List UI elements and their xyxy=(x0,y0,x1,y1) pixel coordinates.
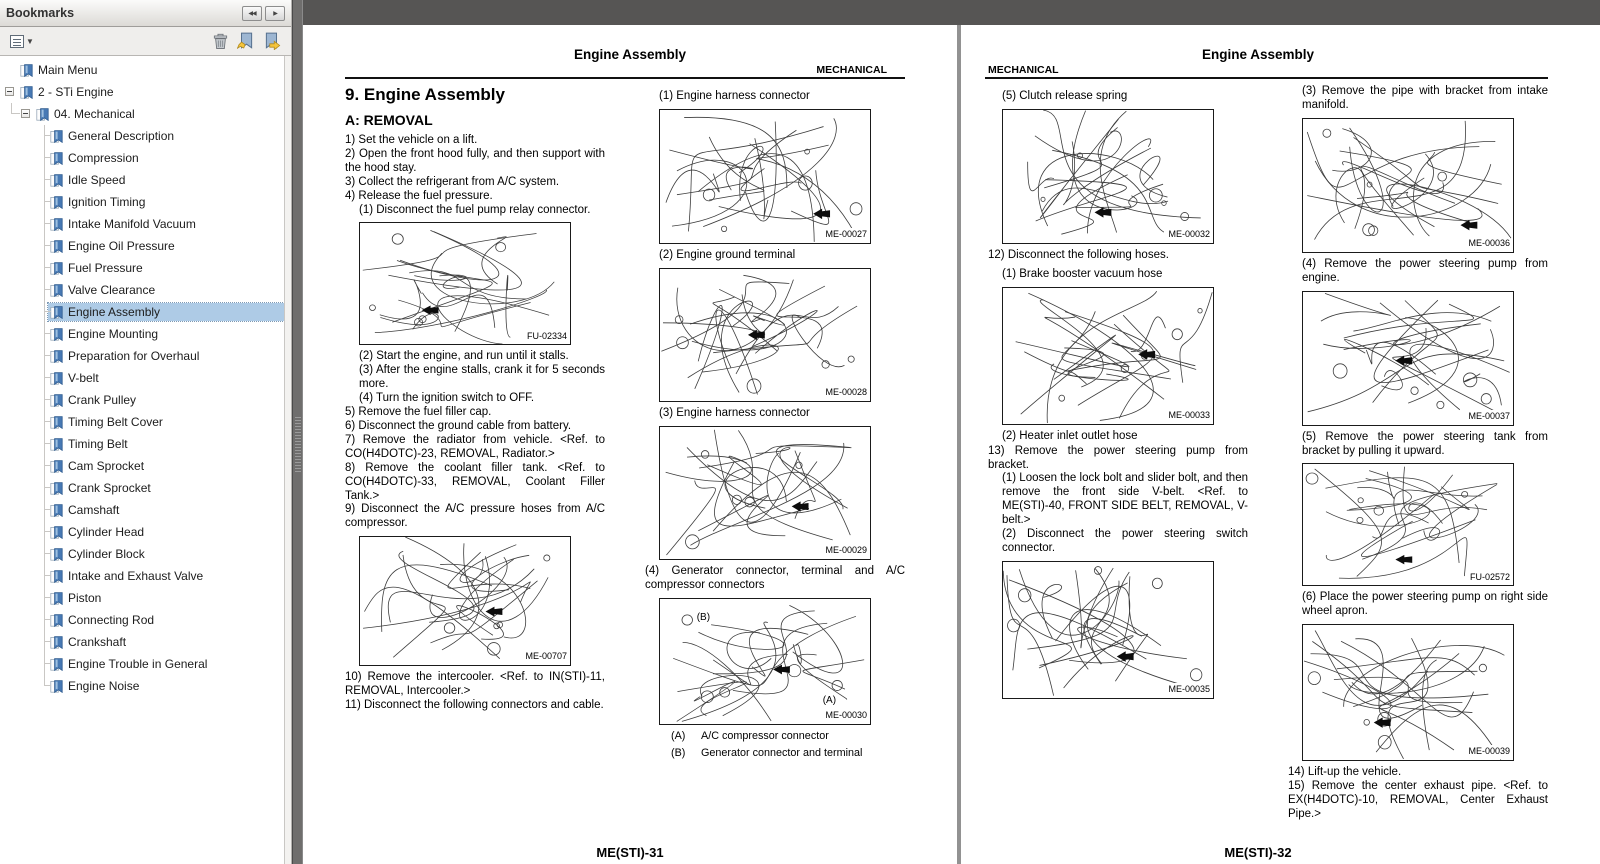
figure-line-art xyxy=(1003,562,1213,698)
delete-bookmark-button[interactable] xyxy=(208,30,233,52)
figure-part-label: (A) xyxy=(822,694,837,706)
figure-line-art xyxy=(1003,110,1213,243)
bookmark-item-general-description[interactable] xyxy=(0,125,284,147)
bookmark-label: Intake Manifold Vacuum xyxy=(68,217,196,231)
bookmark-icon xyxy=(50,218,63,231)
bookmark-icon xyxy=(50,394,63,407)
bookmark-icon xyxy=(20,64,33,77)
figure-line-art xyxy=(1003,288,1213,424)
substep-text: (3) Remove the pipe with bracket from intake manifold. xyxy=(1302,85,1548,111)
bookmarks-panel-header xyxy=(0,0,291,27)
figure-line-art xyxy=(1303,292,1513,425)
figure-line-art xyxy=(1303,119,1513,252)
step-text: 7) Remove the radiator from vehicle. <Ref. to CO(H4DOTC)-23, REMOVAL, Radiator.> xyxy=(345,433,605,460)
bookmark-icon xyxy=(50,460,63,473)
step-text: 4) Release the fuel pressure. xyxy=(345,189,493,202)
bookmark-icon xyxy=(36,108,49,121)
substep-text: (4) Remove the power steering pump from engine. xyxy=(1302,257,1548,284)
figure-code: FU-02572 xyxy=(1466,571,1510,585)
bookmark-icon xyxy=(50,504,63,517)
bookmark-item-preparation-for-overhaul[interactable] xyxy=(0,345,284,367)
bookmark-item-timing-belt[interactable] xyxy=(0,433,284,455)
figure-code: ME-00707 xyxy=(521,650,567,664)
page-right-column-2 xyxy=(1288,85,1548,822)
bookmark-label: V-belt xyxy=(68,371,99,385)
page-left xyxy=(303,25,957,864)
options-menu-button[interactable] xyxy=(6,30,38,52)
figure-legend-line: (A) A/C compressor connector xyxy=(671,729,829,742)
figure-caption: (2) Engine ground terminal xyxy=(659,248,796,261)
bookmark-label: Valve Clearance xyxy=(68,283,156,297)
collapse-panel-button[interactable]: ◀◀ xyxy=(242,6,262,21)
bookmark-item-engine-assembly[interactable] xyxy=(0,301,284,323)
figure-FU-02572 xyxy=(1302,463,1514,586)
bookmark-icon xyxy=(50,262,63,275)
page-section-label: MECHANICAL xyxy=(816,64,887,76)
add-bookmark-icon xyxy=(237,32,255,50)
figure-code: ME-00036 xyxy=(1464,237,1510,251)
page-right xyxy=(961,25,1600,864)
bookmark-label: Fuel Pressure xyxy=(68,261,143,275)
bookmark-icon xyxy=(50,658,63,671)
page-title: Engine Assembly xyxy=(573,47,687,62)
figure-code: FU-02334 xyxy=(523,330,567,344)
figure-caption: (5) Clutch release spring xyxy=(1002,90,1128,102)
bookmark-item-compression[interactable] xyxy=(0,147,284,169)
page-right-column-1 xyxy=(988,85,1248,704)
bookmark-label: Ignition Timing xyxy=(68,195,146,209)
step-text: 14) Lift-up the vehicle. xyxy=(1288,766,1402,779)
substep-text: (1) Disconnect the fuel pump relay connector. xyxy=(359,203,591,216)
chevron-down-icon: ▼ xyxy=(26,36,34,46)
bookmark-item-crank-pulley[interactable] xyxy=(0,389,284,411)
bookmark-icon xyxy=(50,328,63,341)
figure-line-art xyxy=(660,427,870,559)
bookmarks-scrollbar[interactable] xyxy=(284,56,291,864)
bookmark-label: General Description xyxy=(68,129,175,143)
subsection-heading: A: REMOVAL xyxy=(345,112,433,128)
bookmark-icon xyxy=(50,174,63,187)
bookmark-item-piston[interactable] xyxy=(0,587,284,609)
figure-legend-line: (B) Generator connector and terminal xyxy=(671,747,863,760)
figure-ME-00027 xyxy=(659,109,871,244)
bookmark-item-04-mechanical[interactable] xyxy=(0,103,284,125)
expand-panel-button[interactable]: ▶ xyxy=(265,6,285,21)
bookmark-icon xyxy=(50,592,63,605)
panel-splitter[interactable] xyxy=(292,0,303,864)
figure-line-art xyxy=(660,110,870,243)
figure-ME-00033 xyxy=(1002,287,1214,425)
step-text: 12) Disconnect the following hoses. xyxy=(988,248,1169,261)
bookmark-label: 04. Mechanical xyxy=(54,107,135,121)
bookmark-label: Engine Trouble in General xyxy=(68,657,208,671)
splitter-grip-icon[interactable] xyxy=(295,417,301,473)
step-text: 11) Disconnect the following connectors and cable. xyxy=(345,699,604,712)
bookmarks-panel xyxy=(0,0,292,864)
header-rule xyxy=(345,77,905,79)
bookmark-label: Preparation for Overhaul xyxy=(68,349,200,363)
figure-ME-00039 xyxy=(1302,624,1514,761)
substep-text: (6) Place the power steering pump on right side wheel apron. xyxy=(1302,591,1548,618)
figure-ME-00032 xyxy=(1002,109,1214,244)
bookmark-icon xyxy=(50,152,63,165)
bookmark-label: Cylinder Head xyxy=(68,525,145,539)
figure-code: ME-00029 xyxy=(821,544,867,558)
page-left-column-1 xyxy=(345,85,605,713)
bookmark-label: 2 - STi Engine xyxy=(38,85,114,99)
bookmark-icon xyxy=(50,284,63,297)
step-text: 9) Disconnect the A/C pressure hoses from A/C compressor. xyxy=(345,503,605,530)
bookmark-item-engine-mounting[interactable] xyxy=(0,323,284,345)
figure-code: ME-00037 xyxy=(1464,410,1510,424)
add-bookmark-button[interactable] xyxy=(233,30,259,52)
bookmark-item-cylinder-block[interactable] xyxy=(0,543,284,565)
bookmark-label: Engine Noise xyxy=(68,679,140,693)
bookmark-label: Crank Sprocket xyxy=(68,481,151,495)
bookmark-label: Idle Speed xyxy=(68,173,126,187)
bookmark-label: Compression xyxy=(68,151,139,165)
page-number: ME(STI)-31 xyxy=(596,845,664,860)
bookmark-item-engine-trouble-in-general[interactable] xyxy=(0,653,284,675)
bookmark-icon xyxy=(50,526,63,539)
goto-bookmark-icon xyxy=(263,32,281,50)
bookmark-item-engine-oil-pressure[interactable] xyxy=(0,235,284,257)
figure-caption: (1) Brake booster vacuum hose xyxy=(1002,267,1163,280)
step-text: 1) Set the vehicle on a lift. xyxy=(345,134,478,146)
figure-ME-00029 xyxy=(659,426,871,560)
bookmark-label: Engine Assembly xyxy=(68,305,161,319)
bookmark-item-fuel-pressure[interactable] xyxy=(0,257,284,279)
options-list-icon xyxy=(10,35,24,48)
page-number: ME(STI)-32 xyxy=(1224,845,1292,860)
bookmark-label: Cylinder Block xyxy=(68,547,145,561)
bookmark-icon xyxy=(50,614,63,627)
bookmarks-toolbar xyxy=(0,27,291,56)
bookmark-item-intake-and-exhaust-valve[interactable] xyxy=(0,565,284,587)
substep-text: (1) Loosen the lock bolt and slider bolt, and then remove the front side V-belt. <Ref. to ME(STI)-40, FRONT SIDE BELT, REMOVAL, V-belt.> xyxy=(1002,472,1248,527)
figure-code: ME-00027 xyxy=(821,228,867,242)
step-text: (4) Generator connector, terminal and A/C compressor connectors xyxy=(645,564,905,591)
section-heading: 9. Engine Assembly xyxy=(345,85,505,104)
bookmark-label: Engine Oil Pressure xyxy=(68,239,175,253)
figure-code: ME-00030 xyxy=(821,709,867,723)
bookmark-icon xyxy=(50,240,63,253)
bookmark-item-main-menu[interactable] xyxy=(0,59,284,81)
figure-caption: (2) Heater inlet outlet hose xyxy=(1002,429,1138,442)
bookmark-icon xyxy=(50,636,63,649)
bookmark-item-camshaft[interactable] xyxy=(0,499,284,521)
bookmark-icon xyxy=(50,570,63,583)
figure-line-art xyxy=(1303,464,1513,585)
bookmark-item-connecting-rod[interactable] xyxy=(0,609,284,631)
bookmark-item-v-belt[interactable] xyxy=(0,367,284,389)
bookmark-item-cam-sprocket[interactable] xyxy=(0,455,284,477)
substep-text: (4) Turn the ignition switch to OFF. xyxy=(359,392,535,405)
bookmark-icon xyxy=(50,416,63,429)
step-text: 2) Open the front hood fully, and then support with the hood stay. xyxy=(345,147,605,174)
figure-FU-02334 xyxy=(359,222,571,345)
bookmark-item-engine-noise[interactable] xyxy=(0,675,284,697)
step-text: 15) Remove the center exhaust pipe. <Ref. to EX(H4DOTC)-10, REMOVAL, Center Exhaust Pipe.> xyxy=(1288,780,1548,820)
substep-text: (2) Disconnect the power steering switch connector. xyxy=(1002,528,1248,554)
figure-ME-00028 xyxy=(659,268,871,402)
trash-icon xyxy=(212,33,229,50)
figure-ME-00707 xyxy=(359,536,571,666)
page-section-label: MECHANICAL xyxy=(988,64,1059,76)
bookmark-label: Camshaft xyxy=(68,503,120,517)
bookmark-item-ignition-timing[interactable] xyxy=(0,191,284,213)
bookmark-icon xyxy=(50,372,63,385)
bookmark-label: Crankshaft xyxy=(68,635,127,649)
bookmark-icon xyxy=(50,482,63,495)
figure-ME-00035 xyxy=(1002,561,1214,699)
bookmark-item-intake-manifold-vacuum[interactable] xyxy=(0,213,284,235)
bookmark-label: Timing Belt Cover xyxy=(68,415,163,429)
figure-ME-00030 xyxy=(659,598,871,725)
bookmark-icon xyxy=(50,438,63,451)
collapse-minus-icon[interactable] xyxy=(5,87,14,96)
figure-caption: (3) Engine harness connector xyxy=(659,406,810,419)
bookmark-label: Connecting Rod xyxy=(68,613,155,627)
header-rule xyxy=(985,77,1548,79)
figure-code: ME-00039 xyxy=(1464,745,1510,759)
bookmark-label: Intake and Exhaust Valve xyxy=(68,569,204,583)
figure-ME-00037 xyxy=(1302,291,1514,426)
figure-code: ME-00032 xyxy=(1164,228,1210,242)
substep-text: (5) Remove the power steering tank from bracket by pulling it upward. xyxy=(1302,430,1548,457)
bookmark-label: Main Menu xyxy=(38,63,98,77)
bookmark-item-2-sti-engine[interactable] xyxy=(0,81,284,103)
figure-line-art xyxy=(660,599,870,724)
bookmark-icon xyxy=(50,196,63,209)
figure-ME-00036 xyxy=(1302,118,1514,253)
figure-line-art xyxy=(1303,625,1513,760)
figure-code: ME-00028 xyxy=(821,386,867,400)
bookmark-icon xyxy=(50,350,63,363)
bookmark-tree xyxy=(0,56,284,864)
step-text: 3) Collect the refrigerant from A/C system. xyxy=(345,175,560,188)
document-viewport[interactable] xyxy=(303,0,1600,864)
bookmark-icon xyxy=(50,130,63,143)
figure-line-art xyxy=(660,269,870,401)
figure-code: ME-00035 xyxy=(1164,683,1210,697)
bookmark-item-crank-sprocket[interactable] xyxy=(0,477,284,499)
bookmarks-panel-title: Bookmarks xyxy=(6,6,75,20)
bookmark-item-timing-belt-cover[interactable] xyxy=(0,411,284,433)
bookmark-item-cylinder-head[interactable] xyxy=(0,521,284,543)
bookmark-item-valve-clearance[interactable] xyxy=(0,279,284,301)
step-text: 13) Remove the power steering pump from bracket. xyxy=(988,444,1248,471)
bookmark-label: Crank Pulley xyxy=(68,393,137,407)
bookmark-icon xyxy=(50,548,63,561)
page-title: Engine Assembly xyxy=(1201,47,1315,62)
substep-text: (3) After the engine stalls, crank it for 5 seconds more. xyxy=(359,364,605,391)
bookmark-icon xyxy=(50,680,63,693)
bookmark-icon xyxy=(50,306,63,319)
page-left-column-2 xyxy=(645,85,905,761)
bookmark-icon xyxy=(20,86,33,99)
substep-text: (2) Start the engine, and run until it stalls. xyxy=(359,350,569,363)
figure-line-art xyxy=(360,223,570,344)
bookmark-item-crankshaft[interactable] xyxy=(0,631,284,653)
step-text: 6) Disconnect the ground cable from battery. xyxy=(345,419,572,432)
bookmark-label: Timing Belt xyxy=(68,437,128,451)
figure-part-label: (B) xyxy=(696,612,711,624)
goto-bookmark-button[interactable] xyxy=(259,30,285,52)
bookmark-item-idle-speed[interactable] xyxy=(0,169,284,191)
figure-code: ME-00033 xyxy=(1164,409,1210,423)
bookmark-label: Piston xyxy=(68,591,102,605)
bookmark-label: Engine Mounting xyxy=(68,327,159,341)
step-text: 8) Remove the coolant filler tank. <Ref. to CO(H4DOTC)-33, REMOVAL, Coolant Filler Tank.> xyxy=(345,461,605,502)
step-text: 10) Remove the intercooler. <Ref. to IN(STI)-11, REMOVAL, Intercooler.> xyxy=(345,671,605,698)
figure-line-art xyxy=(360,537,570,665)
figure-caption: (1) Engine harness connector xyxy=(659,90,810,102)
collapse-minus-icon[interactable] xyxy=(21,109,30,118)
step-text: 5) Remove the fuel filler cap. xyxy=(345,406,492,419)
bookmark-label: Cam Sprocket xyxy=(68,459,145,473)
